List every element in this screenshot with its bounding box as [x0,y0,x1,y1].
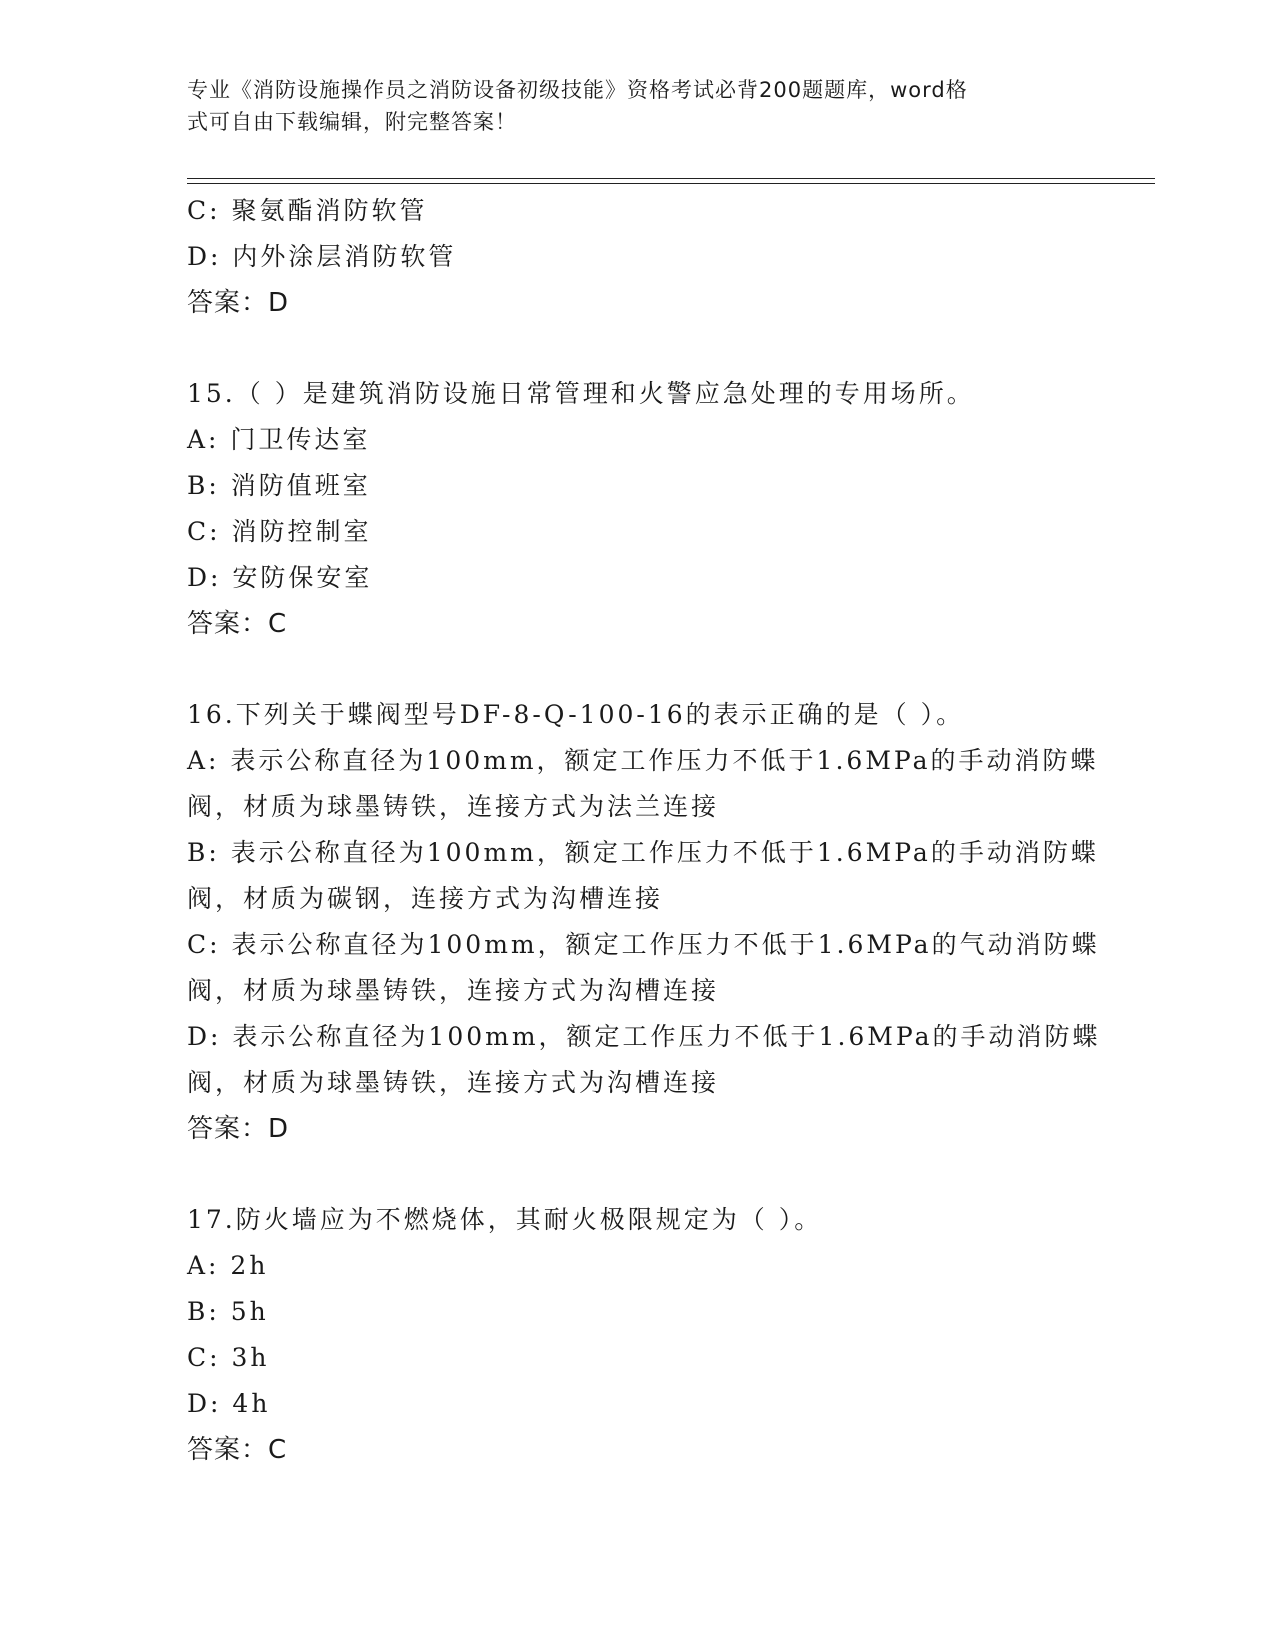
option-b: B: 5h [187,1297,269,1326]
answer-line: 答案：C [187,609,288,639]
answer-line: 答案：D [187,1114,290,1144]
answer-line: 答案：D [187,288,290,318]
question-gap [187,1152,1087,1197]
question-gap [187,326,1087,371]
option-a: A: 表示公称直径为100mm，额定工作压力不低于1.6MPa的手动消防蝶 [187,746,1099,775]
header-line-2: 式可自由下载编辑，附完整答案！ [187,110,517,134]
header-line-1: 专业《消防设施操作员之消防设备初级技能》资格考试必背200题题库，word格 [187,78,968,102]
document-header [187,74,1067,138]
question-block-prev [187,188,1087,326]
option-a: A: 门卫传达室 [187,425,371,454]
question-stem: 16.下列关于蝶阀型号DF-8-Q-100-16的表示正确的是（ ）。 [187,700,965,729]
question-stem: 17.防火墙应为不燃烧体，其耐火极限规定为（ ）。 [187,1205,823,1234]
option-a-continued: 阀，材质为球墨铸铁，连接方式为法兰连接 [187,792,720,821]
option-d: D: 安防保安室 [187,563,373,592]
option-d: D: 4h [187,1389,271,1418]
option-d: D: 表示公称直径为100mm，额定工作压力不低于1.6MPa的手动消防蝶 [187,1022,1101,1051]
option-c: C: 表示公称直径为100mm，额定工作压力不低于1.6MPa的气动消防蝶 [187,930,1100,959]
header-divider-top [187,178,1155,179]
option-c: C: 3h [187,1343,270,1372]
option-c: C: 聚氨酯消防软管 [187,196,428,225]
option-c: C: 消防控制室 [187,517,372,546]
question-block-16 [187,692,1101,1152]
question-list [187,188,1101,1473]
header-divider-bottom [187,183,1155,184]
question-block-15 [187,371,1087,647]
question-block-17 [187,1197,1087,1473]
option-b-continued: 阀，材质为碳钢，连接方式为沟槽连接 [187,884,664,913]
option-d-continued: 阀，材质为球墨铸铁，连接方式为沟槽连接 [187,1068,720,1097]
option-c-continued: 阀，材质为球墨铸铁，连接方式为沟槽连接 [187,976,720,1005]
answer-line: 答案：C [187,1435,288,1465]
option-b: B: 表示公称直径为100mm，额定工作压力不低于1.6MPa的手动消防蝶 [187,838,1099,867]
question-stem: 15.（ ）是建筑消防设施日常管理和火警应急处理的专用场所。 [187,379,975,408]
option-b: B: 消防值班室 [187,471,371,500]
option-a: A: 2h [187,1251,269,1280]
question-gap [187,647,1087,692]
option-d: D: 内外涂层消防软管 [187,242,457,271]
